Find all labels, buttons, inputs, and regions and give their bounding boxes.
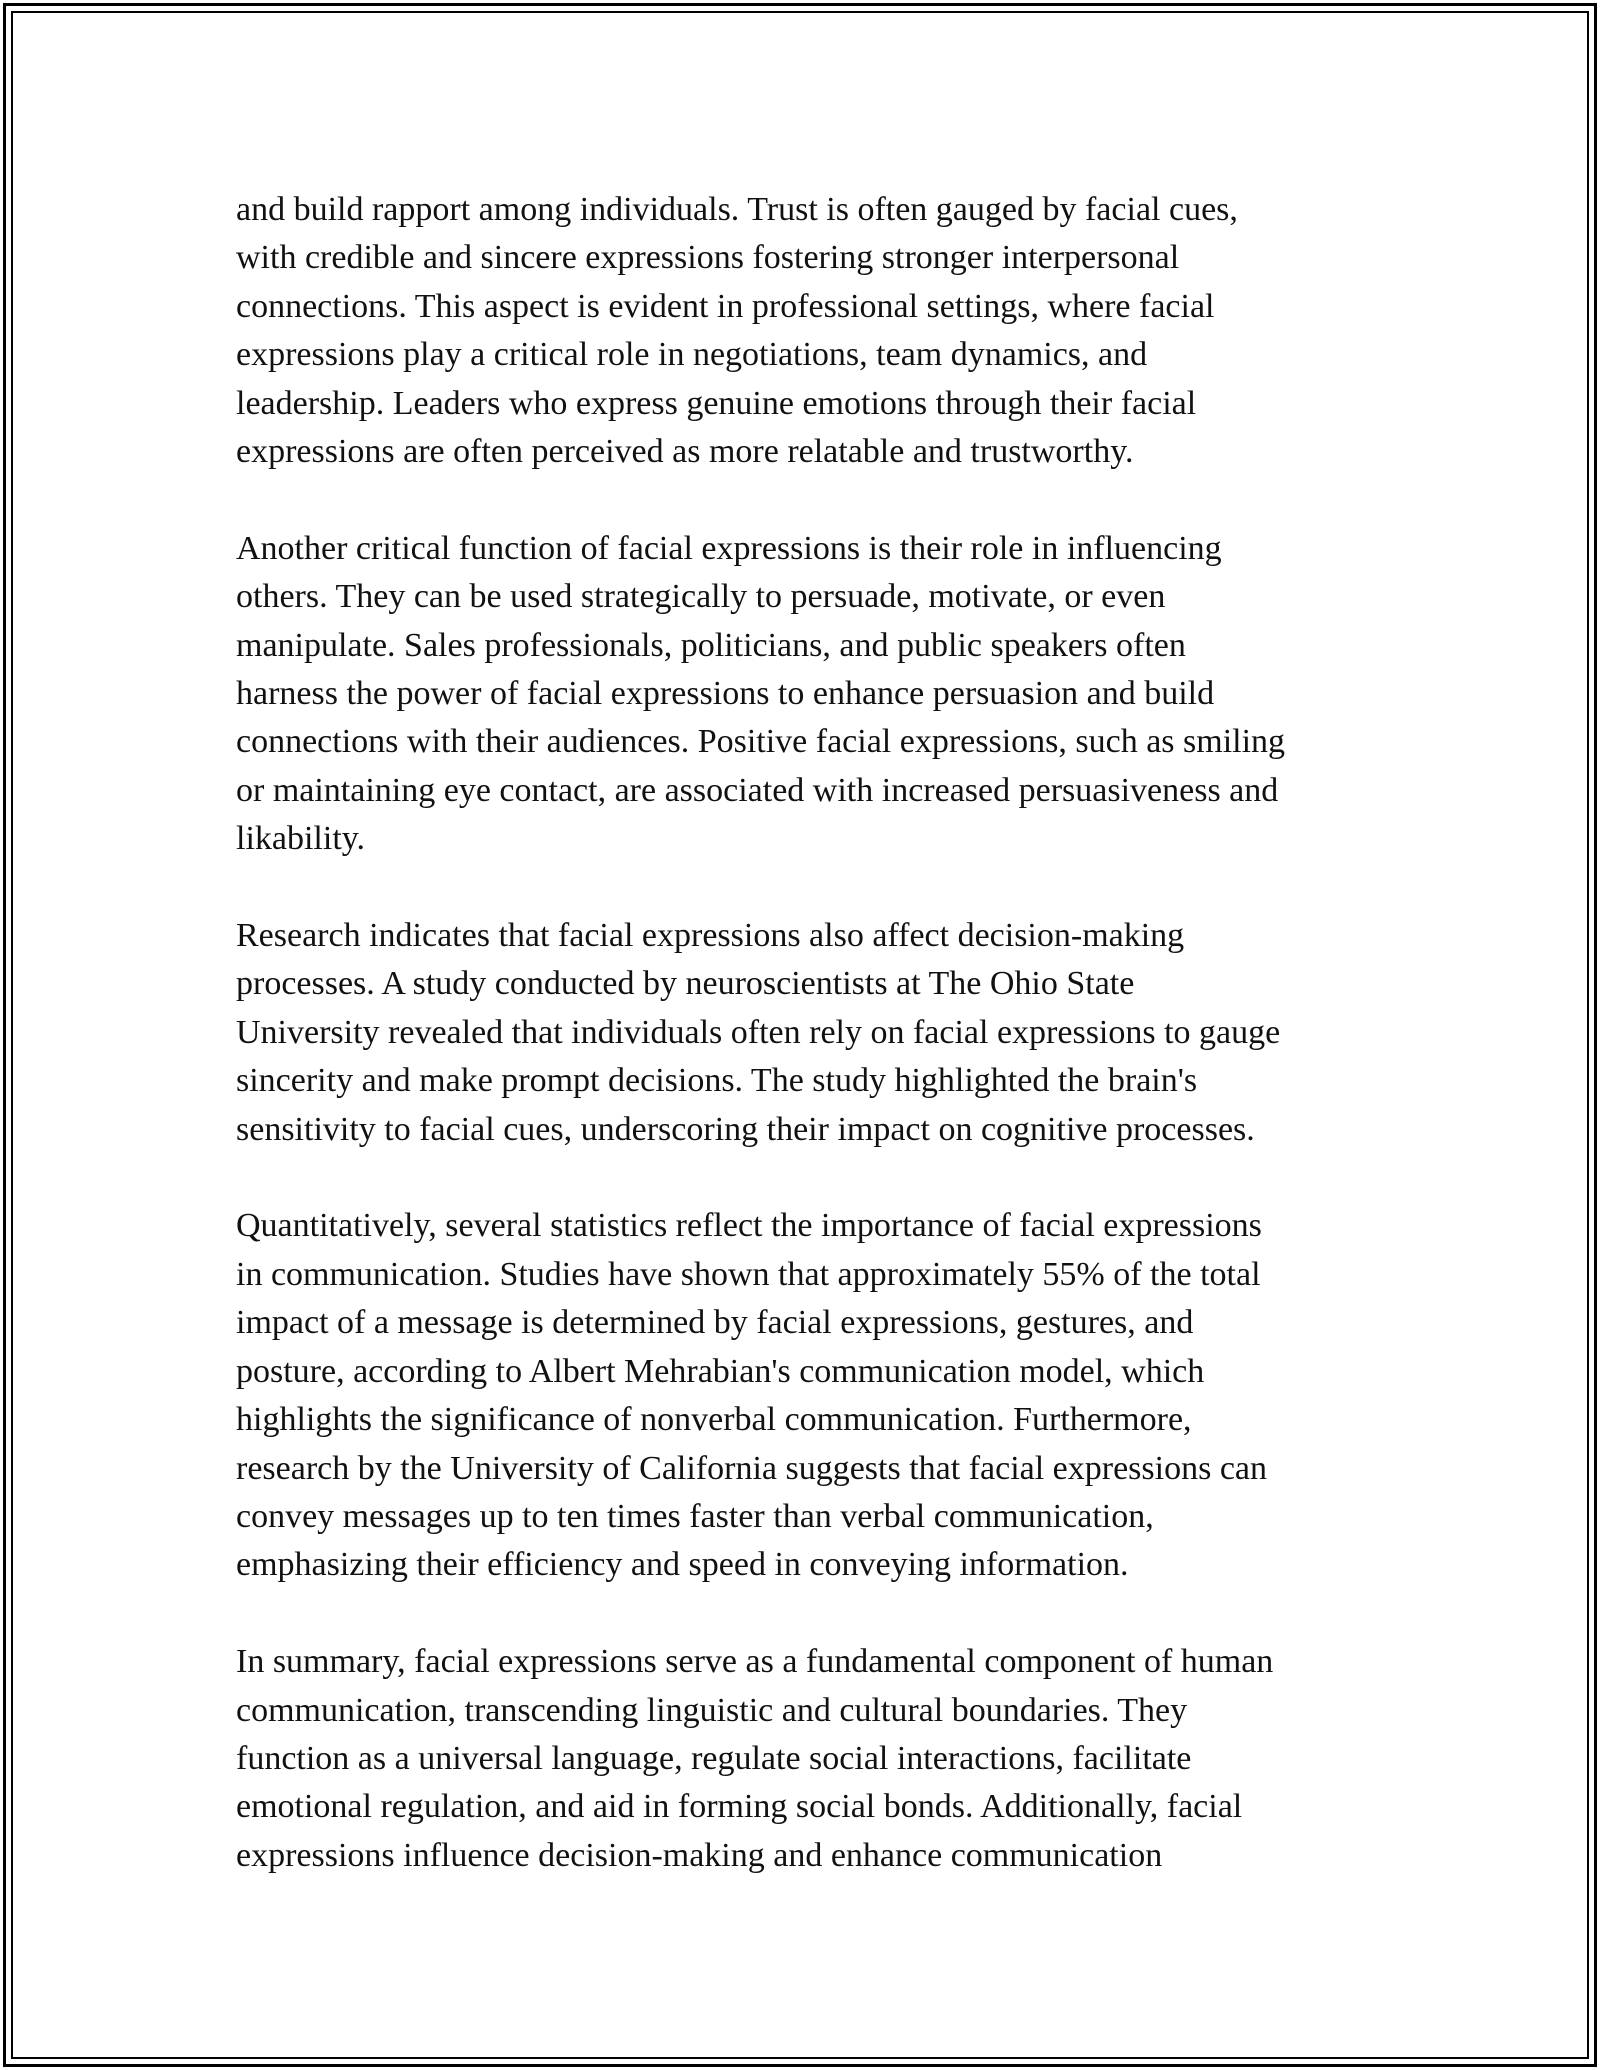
paragraph-5: In summary, facial expressions serve as a fundamental component of human communication, transcending linguistic and cultural boundaries. They function as a universal language, regulate social interactions, facilitate emotional regulation, and aid in forming social bonds. Additionally, facial expressions influence decision-making and enhance communication xyxy=(236,1643,1274,1874)
paragraph-2: Another critical function of facial expressions is their role in influencing others. They can be used strategically to persuade, motivate, or even manipulate. Sales professionals, politicians, and public speakers often harness the power of facial expressions to enhance persuasion and build connections with their audiences. Positive facial expressions, such as smiling or maintaining eye contact, are associated with increased persuasiveness and likability. xyxy=(236,529,1286,858)
paragraph-3: Research indicates that facial expressions also affect decision-making processes. A study conducted by neuroscientists at The Ohio State University revealed that individuals often rely on facial expressions to gauge sincerity and make prompt decisions. The study highlighted the brain's sensitivity to facial cues, underscoring their impact on cognitive processes. xyxy=(236,917,1281,1148)
paragraph-1: and build rapport among individuals. Trust is often gauged by facial cues, with credible and sincere expressions fostering stronger interpersonal connections. This aspect is evident in professional settings, where facial expressions play a critical role in negotiations, team dynamics, and leadership. Leaders who express genuine emotions through their facial expressions are often perceived as more relatable and trustworthy. xyxy=(236,191,1238,471)
paragraph-4: Quantitatively, several statistics reflect the importance of facial expressions in communication. Studies have shown that approximately 55% of the total impact of a message is determined by facial expressions, gestures, and posture, according to Albert Mehrabian's communication model, which highlights the significance of nonverbal communication. Furthermore, research by the University of California suggests that facial expressions can convey messages up to ten times faster than verbal communication, emphasizing their efficiency and speed in conveying information. xyxy=(236,1207,1268,1584)
document-body xyxy=(236,186,1386,1929)
